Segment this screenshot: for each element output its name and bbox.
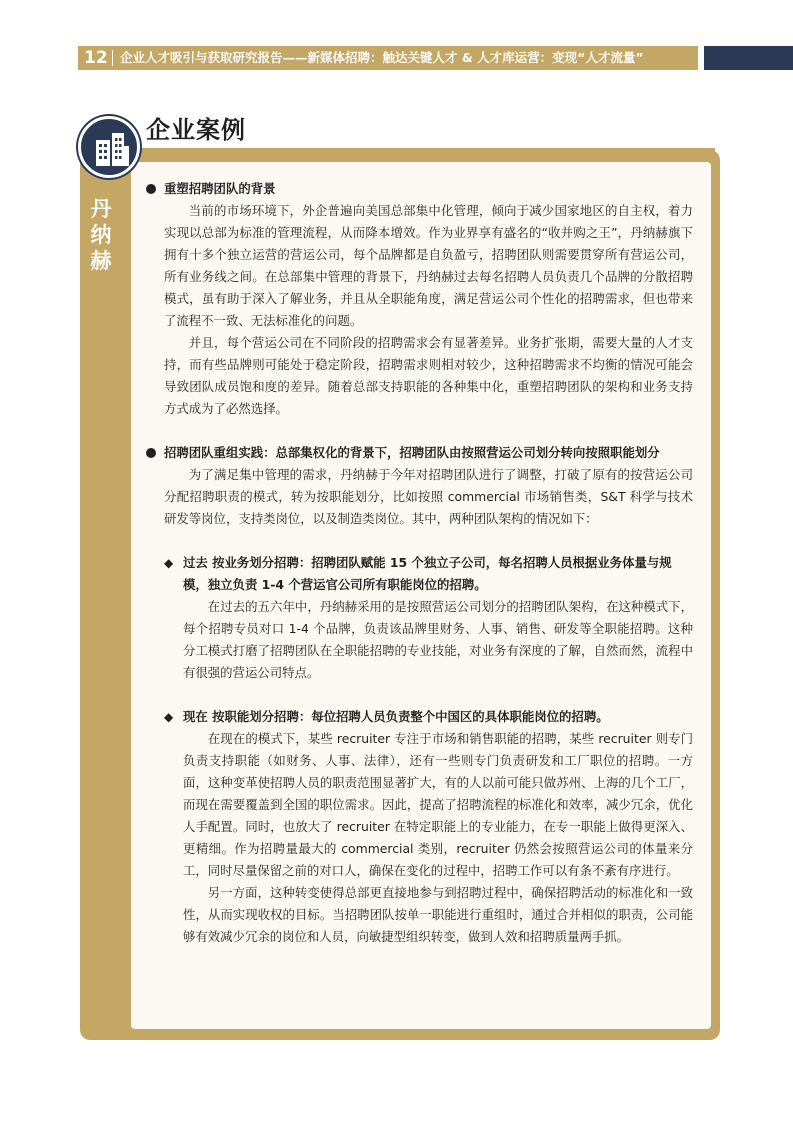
sub-heading-present: ◆ 现在 按职能划分招聘：每位招聘人员负责整个中国区的具体职能岗位的招聘。 — [150, 706, 693, 728]
title-underline — [140, 148, 715, 152]
bullet-dot-icon — [146, 184, 156, 194]
header-accent-block — [704, 46, 793, 70]
company-char: 赫 — [90, 249, 112, 273]
company-label — [84, 196, 118, 274]
section-heading: 招聘团队重组实践：总部集权化的背景下，招聘团队由按照营运公司划分转向按照职能划分 — [150, 442, 693, 464]
header-divider — [112, 50, 113, 66]
paragraph: 为了满足集中管理的需求，丹纳赫于今年对招聘团队进行了调整，打破了原有的按营运公司分配招聘职责的模式，转为按职能划分，比如按照 commercial 市场销售类，S&T 科学与技术研发等岗位，支持类岗位，以及制造类岗位。其中，两种团队架构的情况如下： — [164, 467, 693, 526]
case-content — [150, 178, 693, 948]
section-title: 企业案例 — [146, 116, 246, 144]
diamond-bullet-icon: ◆ — [164, 710, 174, 724]
header-bar — [78, 46, 698, 70]
company-char: 丹 — [90, 197, 112, 221]
page-number: 12 — [84, 48, 108, 68]
section-heading: 重塑招聘团队的背景 — [150, 178, 693, 200]
diamond-bullet-icon: ◆ — [164, 556, 174, 570]
buildings-icon — [78, 116, 140, 178]
sub-heading-past: ◆ 过去 按业务划分招聘：招聘团队赋能 15 个独立子公司，每名招聘人员根据业务体量与规模，独立负责 1-4 个营运官公司所有职能岗位的招聘。 — [150, 552, 693, 596]
paragraph: 并且，每个营运公司在不同阶段的招聘需求会有显著差异。业务扩张期，需要大量的人才支持，而有些品牌则可能处于稳定阶段，招聘需求则相对较少，这种招聘需求不均衡的情况可能会导致团队成员饱和度的差异。随着总部支持职能的各种集中化，重塑招聘团队的架构和业务支持方式成为了必然选择。 — [164, 335, 693, 416]
running-title: 企业人才吸引与获取研究报告——新媒体招聘：触达关键人才 & 人才库运营：变现“人才流量” — [120, 50, 644, 65]
company-char: 纳 — [90, 223, 112, 247]
bullet-dot-icon — [146, 448, 156, 458]
paragraph: 在现在的模式下，某些 recruiter 专注于市场和销售职能的招聘，某些 recruiter 则专门负责支持职能（如财务、人事、法律），还有一些则专门负责研发和工厂职位的招聘。一方面，这种变革使招聘人员的职责范围显著扩大，有的人以前可能只做苏州、上海的几个工厂，而现在需要覆盖到全国的职位需求。因此，提高了招聘流程的标准化和效率，减少冗余，优化人手配置。同时，也放大了 recruiter 在特定职能上的专业能力，在专一职能上做得更深入、更精细。作为招聘量最大的 commercial 类别，recruiter 仍然会按照营运公司的体量来分工，同时尽量保留之前的对口人，确保在变化的过程中，招聘工作可以有条不紊有序进行。 — [183, 731, 693, 878]
paragraph: 在过去的五六年中，丹纳赫采用的是按照营运公司划分的招聘团队架构，在这种模式下，每个招聘专员对口 1-4 个品牌，负责该品牌里财务、人事、销售、研发等全职能招聘。这种分工模式打磨了招聘团队在全职能招聘的专业技能，对业务有深度的了解，自然而然，流程中有很强的营运公司特点。 — [183, 599, 693, 680]
paragraph: 当前的市场环境下，外企普遍向美国总部集中化管理，倾向于减少国家地区的自主权，着力实现以总部为标准的管理流程，从而降本增效。作为业界享有盛名的“收并购之王”，丹纳赫旗下拥有十多个独立运营的营运公司，每个品牌都是自负盈亏，招聘团队则需要贯穿所有营运公司，所有业务线之间。在总部集中管理的背景下，丹纳赫过去每名招聘人员负责几个品牌的分散招聘模式，虽有助于深入了解业务，并且从全职能角度，满足营运公司个性化的招聘需求，但也带来了流程不一致、无法标准化的问题。 — [164, 203, 693, 328]
paragraph: 另一方面，这种转变使得总部更直接地参与到招聘过程中，确保招聘活动的标准化和一致性，从而实现收权的目标。当招聘团队按单一职能进行重组时，通过合并相似的职责，公司能够有效减少冗余的岗位和人员，向敏捷型组织转变，做到人效和招聘质量两手抓。 — [183, 885, 693, 944]
